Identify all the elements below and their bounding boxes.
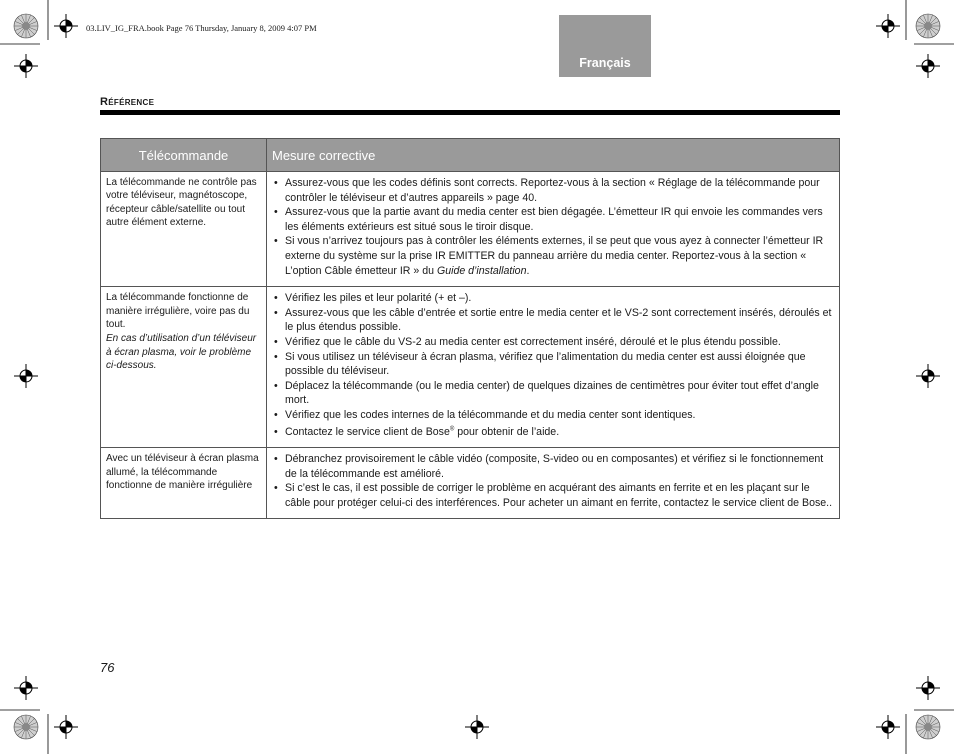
problem-text: La télécommande fonctionne de manière irrégulière, voire pas du tout. — [106, 292, 250, 330]
column-header-remote: Télécommande — [101, 139, 267, 172]
action-item: • Débranchez provisoirement le câble vidéo (composite, S-video ou en composantes) et vérifiez si le fonctionnement de la télécommande est amélioré. — [272, 452, 834, 481]
action-item: • Si vous utilisez un téléviseur à écran plasma, vérifiez que l’alimentation du media center est aussi éloignée que possible du téléviseur. — [272, 350, 834, 379]
registration-mark-icon — [14, 364, 38, 388]
action-item: • Contactez le service client de Bose® pour obtenir de l’aide. — [272, 425, 834, 440]
section-rule — [100, 110, 840, 115]
registration-mark-icon — [465, 715, 489, 739]
table-row — [101, 448, 840, 519]
action-item: • Vérifiez que les codes internes de la télécommande et du media center sont identiques. — [272, 408, 834, 423]
color-rosette-icon — [14, 14, 38, 38]
problem-text: Avec un téléviseur à écran plasma allumé, la télécommande fonctionne de manière irrégulière — [106, 453, 259, 491]
registration-mark-icon — [54, 715, 78, 739]
language-tab: Français — [559, 15, 651, 77]
problem-cell — [101, 172, 267, 287]
problem-cell — [101, 448, 267, 519]
registration-mark-icon — [916, 364, 940, 388]
table-row — [101, 172, 840, 287]
action-item: • Assurez-vous que les codes définis sont corrects. Reportez-vous à la section « Réglage de la télécommande pour contrôler le téléviseur et d’autres appareils » page 40. — [272, 176, 834, 205]
table-header-row — [101, 139, 840, 172]
action-item: • Si c’est le cas, il est possible de corriger le problème en acquérant des aimants en ferrite et en les plaçant sur le câble pour protéger celui-ci des interférences. Pour acheter un aimant en ferrite, contactez le service client de Bose.. — [272, 481, 834, 510]
file-header: 03.LIV_IG_FRA.book Page 76 Thursday, January 8, 2009 4:07 PM — [86, 23, 317, 33]
page-number: 76 — [100, 660, 115, 675]
color-rosette-icon — [916, 14, 940, 38]
registration-mark-icon — [916, 676, 940, 700]
registration-mark-icon — [876, 715, 900, 739]
registration-mark-icon — [54, 14, 78, 38]
registration-mark-icon — [916, 54, 940, 78]
action-item: • Vérifiez les piles et leur polarité (+ et –). — [272, 291, 834, 306]
action-item: • Vérifiez que le câble du VS-2 au media center est correctement inséré, déroulé et le plus étendu possible. — [272, 335, 834, 350]
action-item: • Déplacez la télécommande (ou le media center) de quelques dizaines de centimètres pour éviter tout effet d’angle mort. — [272, 379, 834, 408]
registration-mark-icon — [876, 14, 900, 38]
section-title: Référence — [100, 96, 155, 108]
action-cell — [267, 287, 840, 448]
guide-reference: Guide d’installation — [436, 264, 527, 277]
action-cell — [267, 448, 840, 519]
action-item: • Si vous n’arrivez toujours pas à contrôler les éléments externes, il se peut que vous ayez à connecter l’émetteur IR externe du système sur la prise IR EMITTER du panneau arrière du media center. Reportez-vous à la section « L’option Câble émetteur IR » du Guide d’installation. — [272, 234, 834, 278]
action-cell — [267, 172, 840, 287]
problem-cell — [101, 287, 267, 448]
column-header-action: Mesure corrective — [267, 139, 840, 172]
registration-mark-icon — [14, 676, 38, 700]
action-item: • Assurez-vous que la partie avant du media center est bien dégagée. L’émetteur IR qui envoie les commandes vers les éléments extérieurs est situé sous le tiroir disque. — [272, 205, 834, 234]
color-rosette-icon — [916, 715, 940, 739]
problem-note: En cas d’utilisation d’un téléviseur à écran plasma, voir le problème ci-dessous. — [106, 333, 257, 372]
troubleshooting-table — [100, 138, 840, 519]
table-row — [101, 287, 840, 448]
action-item: • Assurez-vous que les câble d’entrée et sortie entre le media center et le VS-2 sont correctement insérés, déroulés et le plus étendus possible. — [272, 306, 834, 335]
problem-text: La télécommande ne contrôle pas votre téléviseur, magnétoscope, récepteur câble/satellite ou tout autre élément externe. — [106, 177, 257, 229]
registration-mark-icon — [14, 54, 38, 78]
color-rosette-icon — [14, 715, 38, 739]
